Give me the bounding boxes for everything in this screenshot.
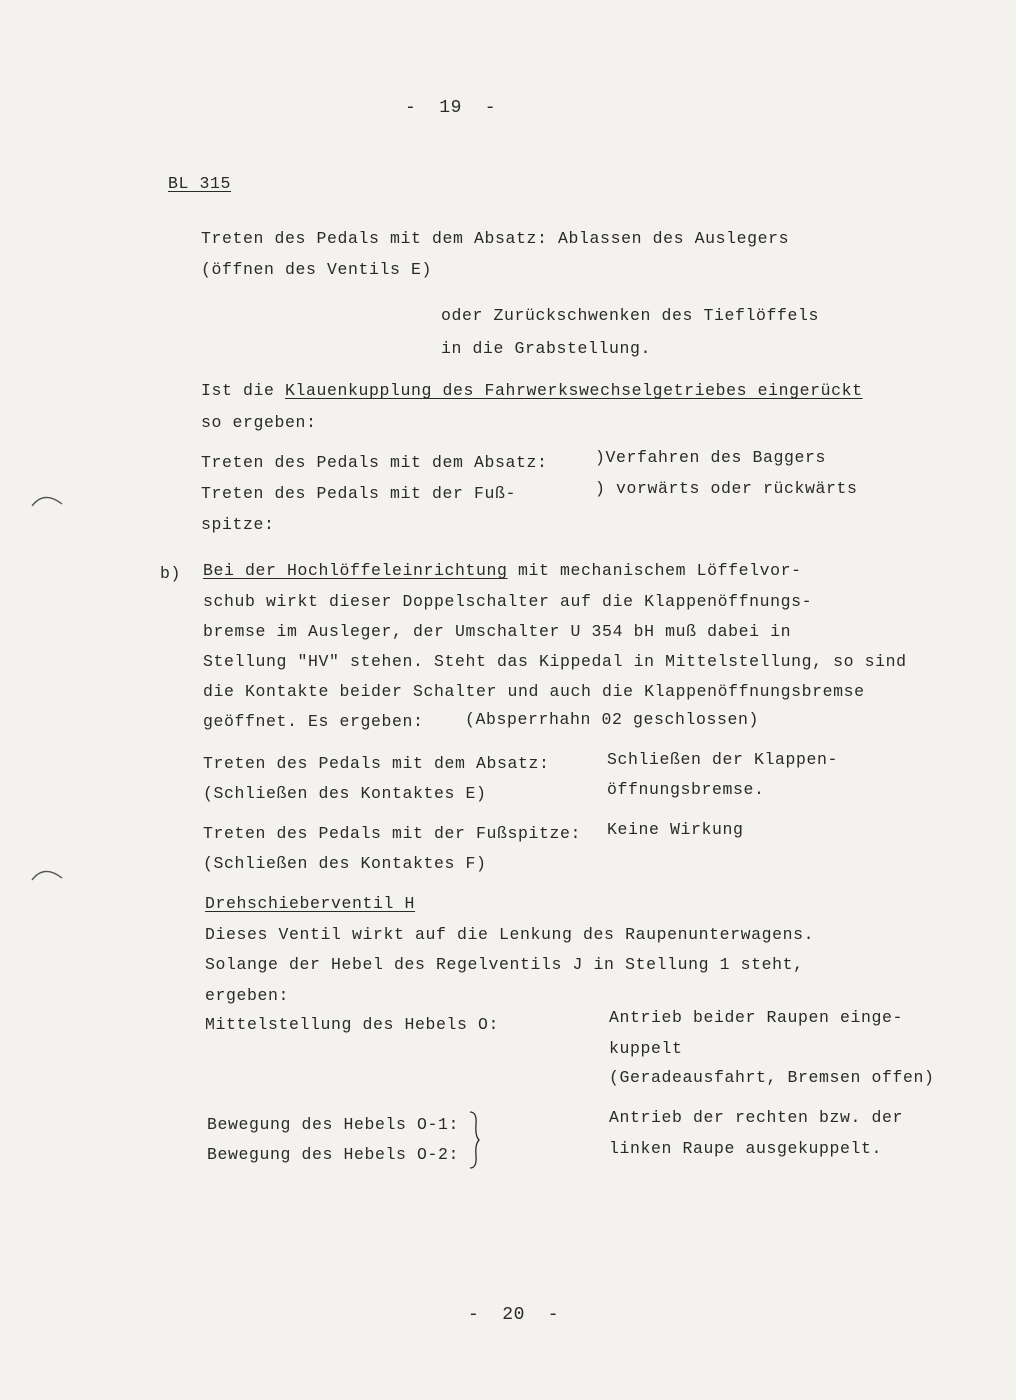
intro-line-1: Treten des Pedals mit dem Absatz: Ablassen des Auslegers bbox=[201, 229, 790, 248]
coupling-left-1: Treten des Pedals mit dem Absatz: bbox=[201, 453, 548, 472]
section-b-absatz-right-1: Schließen der Klappen- bbox=[607, 750, 839, 769]
intro-line-3: oder Zurückschwenken des Tieflöffels bbox=[441, 306, 820, 325]
coupling-underlined-term: Klauenkupplung des Fahrwerkswechselgetriebes eingerückt bbox=[285, 381, 863, 400]
valve-mittel-left: Mittelstellung des Hebels O: bbox=[205, 1015, 500, 1034]
valve-mittel-right-3: (Geradeausfahrt, Bremsen offen) bbox=[609, 1068, 935, 1087]
valve-line-3: ergeben: bbox=[205, 986, 290, 1005]
section-b-line-2: schub wirkt dieser Doppelschalter auf die Klappenöffnungs- bbox=[203, 592, 813, 611]
next-page-number: - 20 - bbox=[468, 1305, 560, 1325]
section-b-line-6-right: (Absperrhahn 02 geschlossen) bbox=[465, 710, 760, 729]
section-b-absatz-left-1: Treten des Pedals mit dem Absatz: bbox=[203, 754, 550, 773]
coupling-lead: Ist die bbox=[201, 381, 286, 400]
section-b-marker: b) bbox=[160, 564, 182, 583]
punch-hole-mark-top bbox=[30, 492, 66, 512]
valve-bewegung-right-1: Antrieb der rechten bzw. der bbox=[609, 1108, 904, 1127]
valve-bewegung-right-2: linken Raupe ausgekuppelt. bbox=[609, 1139, 883, 1158]
section-b-line-1-rest: mit mechanischem Löffelvor- bbox=[507, 561, 802, 580]
section-label: BL 315 bbox=[168, 174, 232, 193]
curly-brace-mark bbox=[467, 1110, 481, 1170]
valve-mittel-right-1: Antrieb beider Raupen einge- bbox=[609, 1008, 904, 1027]
coupling-right-2: ) vorwärts oder rückwärts bbox=[595, 479, 858, 498]
section-b-absatz-right-2: öffnungsbremse. bbox=[607, 780, 765, 799]
section-b-line-3: bremse im Ausleger, der Umschalter U 354 bH muß dabei in bbox=[203, 622, 792, 641]
intro-line-4: in die Grabstellung. bbox=[441, 339, 652, 358]
section-b-heading: Bei der Hochlöffeleinrichtung bbox=[203, 561, 508, 580]
valve-bewegung-left-2: Bewegung des Hebels O-2: bbox=[207, 1145, 460, 1164]
coupling-line-2: so ergeben: bbox=[201, 413, 317, 432]
section-b-fussspitze-left-1: Treten des Pedals mit der Fußspitze: bbox=[203, 824, 582, 843]
section-b-fussspitze-left-2: (Schließen des Kontaktes F) bbox=[203, 854, 487, 873]
valve-mittel-right-2: kuppelt bbox=[609, 1039, 683, 1058]
page-number: - 19 - bbox=[405, 98, 497, 118]
coupling-right-1: )Verfahren des Baggers bbox=[595, 448, 827, 467]
intro-line-2: (öffnen des Ventils E) bbox=[201, 260, 433, 279]
punch-hole-mark-bottom bbox=[30, 866, 66, 886]
coupling-left-3: spitze: bbox=[201, 515, 275, 534]
section-b-line-1 bbox=[203, 561, 802, 580]
valve-line-2: Solange der Hebel des Regelventils J in Stellung 1 steht, bbox=[205, 955, 804, 974]
section-b-absatz-left-2: (Schließen des Kontaktes E) bbox=[203, 784, 487, 803]
valve-heading: Drehschieberventil H bbox=[205, 894, 416, 913]
section-b-line-5: die Kontakte beider Schalter und auch die Klappenöffnungsbremse bbox=[203, 682, 865, 701]
coupling-left-2: Treten des Pedals mit der Fuß- bbox=[201, 484, 517, 503]
valve-line-1: Dieses Ventil wirkt auf die Lenkung des Raupenunterwagens. bbox=[205, 925, 815, 944]
section-b-line-4: Stellung "HV" stehen. Steht das Kippedal in Mittelstellung, so sind bbox=[203, 652, 907, 671]
coupling-line-1 bbox=[201, 381, 863, 400]
section-b-line-6: geöffnet. Es ergeben: bbox=[203, 712, 424, 731]
section-b-fussspitze-right-1: Keine Wirkung bbox=[607, 820, 744, 839]
valve-bewegung-left-1: Bewegung des Hebels O-1: bbox=[207, 1115, 460, 1134]
